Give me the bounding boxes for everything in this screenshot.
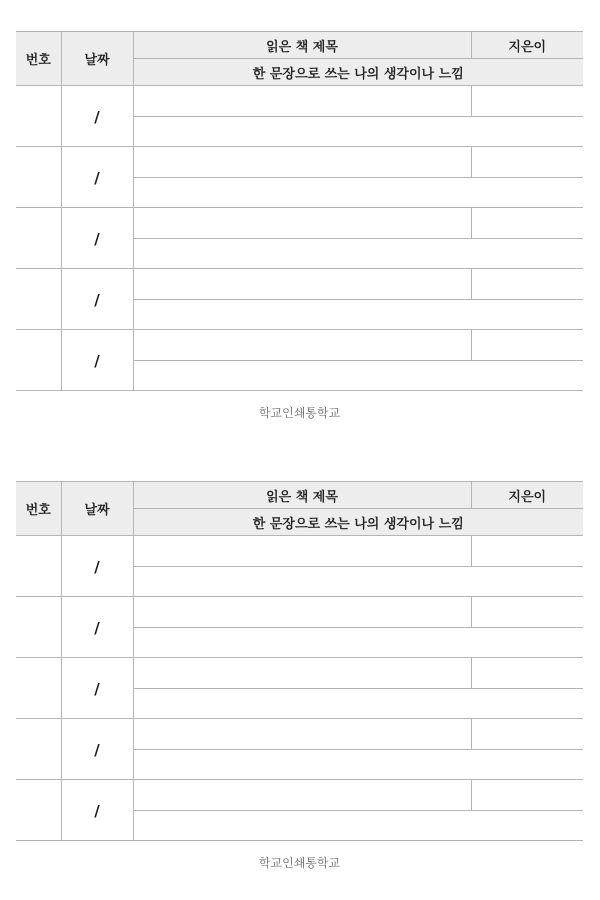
number-cell[interactable] (16, 147, 61, 208)
thought-cell[interactable] (133, 688, 583, 719)
thought-cell[interactable] (133, 177, 583, 208)
date-slash: / (94, 801, 100, 820)
header-author: 지은이 (471, 32, 583, 59)
number-cell[interactable] (16, 780, 61, 841)
date-slash: / (94, 290, 100, 309)
book-title-cell[interactable] (133, 269, 471, 300)
header-author: 지은이 (471, 482, 583, 509)
date-cell[interactable] (61, 597, 133, 658)
date-slash: / (94, 557, 100, 576)
table-row (16, 208, 583, 239)
number-cell[interactable] (16, 536, 61, 597)
date-cell[interactable] (61, 330, 133, 391)
table-row (16, 330, 583, 361)
date-slash: / (94, 107, 100, 126)
date-cell[interactable] (61, 208, 133, 269)
author-cell[interactable] (471, 330, 583, 361)
table-row (16, 269, 583, 300)
date-slash: / (94, 229, 100, 248)
thought-cell[interactable] (133, 566, 583, 597)
reading-log-sheet (16, 481, 583, 870)
thought-cell[interactable] (133, 238, 583, 269)
header-thought: 한 문장으로 쓰는 나의 생각이나 느낌 (133, 509, 583, 536)
reading-log-table (16, 31, 583, 391)
number-cell[interactable] (16, 269, 61, 330)
date-cell[interactable] (61, 147, 133, 208)
header-book-title: 읽은 책 제목 (133, 32, 471, 59)
header-book-title: 읽은 책 제목 (133, 482, 471, 509)
book-title-cell[interactable] (133, 208, 471, 239)
number-cell[interactable] (16, 208, 61, 269)
table-header (16, 32, 583, 86)
date-slash: / (94, 679, 100, 698)
author-cell[interactable] (471, 597, 583, 628)
table-header (16, 482, 583, 536)
author-cell[interactable] (471, 269, 583, 300)
date-slash: / (94, 618, 100, 637)
thought-cell[interactable] (133, 810, 583, 841)
author-cell[interactable] (471, 86, 583, 117)
number-cell[interactable] (16, 330, 61, 391)
thought-cell[interactable] (133, 116, 583, 147)
table-row (16, 719, 583, 750)
number-cell[interactable] (16, 86, 61, 147)
thought-cell[interactable] (133, 299, 583, 330)
table-row (16, 536, 583, 567)
date-cell[interactable] (61, 269, 133, 330)
author-cell[interactable] (471, 780, 583, 811)
table-row (16, 86, 583, 117)
author-cell[interactable] (471, 208, 583, 239)
footer-label: 학교인쇄통학교 (258, 856, 341, 870)
header-date: 날짜 (61, 482, 133, 536)
book-title-cell[interactable] (133, 330, 471, 361)
author-cell[interactable] (471, 147, 583, 178)
date-cell[interactable] (61, 780, 133, 841)
header-number: 번호 (16, 32, 61, 86)
book-title-cell[interactable] (133, 536, 471, 567)
date-slash: / (94, 168, 100, 187)
header-thought: 한 문장으로 쓰는 나의 생각이나 느낌 (133, 59, 583, 86)
number-cell[interactable] (16, 658, 61, 719)
number-cell[interactable] (16, 597, 61, 658)
book-title-cell[interactable] (133, 597, 471, 628)
book-title-cell[interactable] (133, 719, 471, 750)
book-title-cell[interactable] (133, 147, 471, 178)
thought-cell[interactable] (133, 749, 583, 780)
date-cell[interactable] (61, 658, 133, 719)
table-row (16, 658, 583, 689)
date-cell[interactable] (61, 536, 133, 597)
book-title-cell[interactable] (133, 658, 471, 689)
book-title-cell[interactable] (133, 86, 471, 117)
author-cell[interactable] (471, 536, 583, 567)
reading-log-table (16, 481, 583, 841)
thought-cell[interactable] (133, 627, 583, 658)
author-cell[interactable] (471, 719, 583, 750)
table-row (16, 780, 583, 811)
reading-log-sheet (16, 31, 583, 420)
thought-cell[interactable] (133, 360, 583, 391)
author-cell[interactable] (471, 658, 583, 689)
book-title-cell[interactable] (133, 780, 471, 811)
date-slash: / (94, 351, 100, 370)
date-slash: / (94, 740, 100, 759)
number-cell[interactable] (16, 719, 61, 780)
date-cell[interactable] (61, 86, 133, 147)
header-number: 번호 (16, 482, 61, 536)
table-row (16, 597, 583, 628)
date-cell[interactable] (61, 719, 133, 780)
header-date: 날짜 (61, 32, 133, 86)
footer-label: 학교인쇄통학교 (258, 406, 341, 420)
table-row (16, 147, 583, 178)
